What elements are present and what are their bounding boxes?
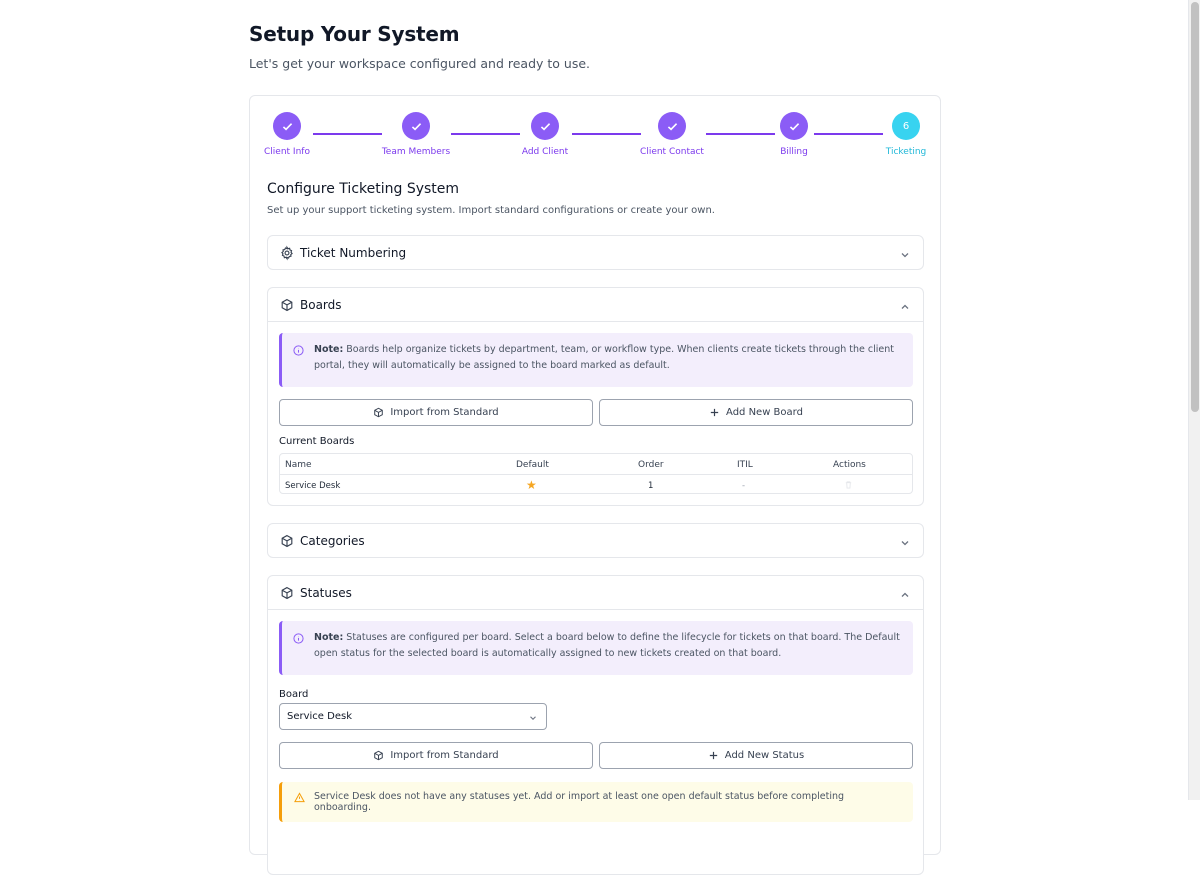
check-icon — [658, 112, 686, 140]
table-row[interactable] — [280, 475, 912, 496]
box-icon — [280, 298, 294, 312]
warning-text: Service Desk does not have any statuses yet. Add or import at least one open default status before completing onboarding. — [314, 791, 845, 813]
check-icon — [273, 112, 301, 140]
accordion-categories — [267, 523, 924, 558]
step-team-members[interactable] — [361, 112, 471, 157]
accordion-title: Boards — [300, 297, 342, 312]
button-label: Add New Board — [726, 407, 803, 418]
step-label: Team Members — [381, 147, 451, 157]
step-client-info[interactable] — [232, 112, 342, 157]
scrollbar-thumb[interactable] — [1191, 2, 1199, 412]
accordion-header-boards[interactable] — [268, 288, 923, 321]
accordion-body-boards — [268, 321, 923, 505]
accordion-title: Statuses — [300, 585, 352, 600]
board-name: Service Desk — [285, 481, 341, 491]
check-icon — [402, 112, 430, 140]
gear-icon — [280, 246, 294, 260]
add-board-button[interactable] — [599, 399, 913, 426]
column-header-actions: Actions — [833, 460, 866, 470]
board-itil: - — [742, 481, 746, 491]
button-label: Add New Status — [724, 750, 805, 761]
table-header-row — [280, 454, 912, 475]
trash-icon[interactable] — [844, 480, 853, 490]
accordion-body-statuses — [268, 609, 923, 875]
accordion-ticket-numbering — [267, 235, 924, 270]
step-label: Client Info — [264, 147, 310, 157]
page-header — [249, 22, 590, 71]
step-label: Client Contact — [640, 147, 704, 157]
statuses-warning — [279, 782, 913, 822]
check-icon — [531, 112, 559, 140]
column-header-itil: ITIL — [737, 460, 753, 470]
column-header-order: Order — [638, 460, 664, 470]
board-select-label: Board — [279, 689, 309, 700]
add-status-button[interactable] — [599, 742, 913, 769]
accordion-header-statuses[interactable] — [268, 576, 923, 609]
board-select-value: Service Desk — [287, 711, 352, 722]
column-header-name: Name — [285, 460, 312, 470]
page-title: Setup Your System — [249, 22, 460, 46]
import-statuses-button[interactable] — [279, 742, 593, 769]
boards-note — [279, 333, 913, 387]
accordion-title: Ticket Numbering — [300, 245, 407, 260]
scrollbar[interactable] — [1188, 0, 1200, 800]
chevron-down-icon — [528, 713, 538, 723]
plus-icon — [709, 407, 720, 418]
chevron-down-icon — [899, 246, 911, 258]
note-text: Boards help organize tickets by department, team, or workflow type. When clients create tickets through the client portal, they will automatically be assigned to the board marked as default. — [314, 344, 894, 371]
box-icon — [373, 407, 384, 418]
box-icon — [373, 750, 384, 761]
step-number: 6 — [892, 112, 920, 140]
boards-table — [279, 453, 913, 494]
chevron-up-icon — [899, 586, 911, 598]
step-ticketing[interactable] — [851, 112, 961, 157]
check-icon — [780, 112, 808, 140]
button-label: Import from Standard — [390, 750, 499, 761]
info-icon — [293, 633, 304, 644]
box-icon — [280, 586, 294, 600]
step-label: Ticketing — [885, 147, 927, 157]
step-billing[interactable] — [739, 112, 849, 157]
accordion-header-ticket-numbering[interactable] — [268, 236, 923, 269]
plus-icon — [708, 750, 719, 761]
step-add-client[interactable] — [490, 112, 600, 157]
step-client-contact[interactable] — [617, 112, 727, 157]
button-label: Import from Standard — [390, 407, 499, 418]
chevron-up-icon — [899, 298, 911, 310]
chevron-down-icon — [899, 534, 911, 546]
section-title: Configure Ticketing System — [267, 181, 460, 197]
note-label: Note: — [314, 344, 344, 355]
accordion-boards — [267, 287, 924, 506]
progress-stepper — [250, 96, 940, 166]
import-boards-button[interactable] — [279, 399, 593, 426]
step-label: Add Client — [521, 147, 569, 157]
current-boards-label: Current Boards — [279, 436, 355, 447]
note-label: Note: — [314, 632, 344, 643]
default-star-icon[interactable]: ★ — [526, 478, 537, 492]
accordion-header-categories[interactable] — [268, 524, 923, 557]
board-order: 1 — [648, 481, 654, 491]
column-header-default: Default — [516, 460, 549, 470]
board-select[interactable] — [279, 703, 547, 730]
page-subtitle: Let's get your workspace configured and ready to use. — [249, 56, 590, 71]
step-label: Billing — [780, 147, 808, 157]
accordion-title: Categories — [300, 533, 365, 548]
section-description: Set up your support ticketing system. Import standard configurations or create your own. — [267, 205, 715, 216]
info-icon — [293, 345, 304, 356]
box-icon — [280, 534, 294, 548]
accordion-statuses — [267, 575, 924, 875]
warning-icon — [294, 792, 305, 803]
setup-card — [249, 95, 941, 855]
note-text: Statuses are configured per board. Select a board below to define the lifecycle for tickets on that board. The Default open status for the selected board is automatically assigned to new tickets created on that board. — [314, 632, 900, 659]
statuses-note — [279, 621, 913, 675]
